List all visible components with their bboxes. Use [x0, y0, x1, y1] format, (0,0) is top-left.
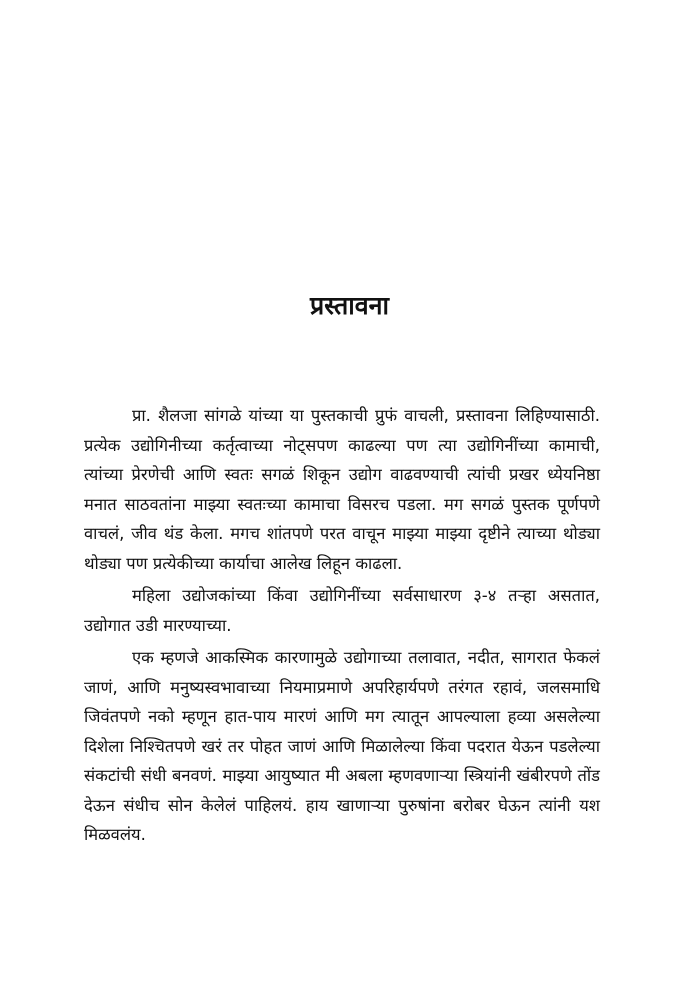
- paragraph-1: प्रा. शैलजा सांगळे यांच्या या पुस्तकाची प्रुफं वाचली, प्रस्तावना लिहिण्यासाठी. प्रत्येक उद्योगिनीच्या कर्तृत्वाच्या नोट्सपण काढल्या पण त्या उद्योगिनींच्या कामाची, त्यांच्या प्रेरणेची आणि स्वतः सगळं शिकून उद्योग वाढवण्याची त्यांची प्रखर ध्येयनिष्ठा मनात साठवतांना माझ्या स्वतःच्या कामाचा विसरच पडला. मग सगळं पुस्तक पूर्णपणे वाचलं, जीव थंड केला. मगच शांतपणे परत वाचून माझ्या माझ्या दृष्टीने त्याच्या थोड्या थोड्या पण प्रत्येकीच्या कार्याचा आलेख लिहून काढला.: [84, 406, 600, 573]
- paragraph-2: महिला उद्योजकांच्या किंवा उद्योगिनींच्या सर्वसाधारण ३-४ तऱ्हा असतात, उद्योगात उडी मारण्याच्या.: [84, 586, 600, 635]
- paragraph-3: एक म्हणजे आकस्मिक कारणामुळे उद्योगाच्या तलावात, नदीत, सागरात फेकलं जाणं, आणि मनुष्यस्वभावाच्या नियमाप्रमाणे अपरिहार्यपणे तरंगत रहावं, जलसमाधि जिवंतपणे नको म्हणून हात-पाय मारणं आणि मग त्यातून आपल्याला हव्या असलेल्या दिशेला निश्चितपणे खरं तर पोहत जाणं आणि मिळालेल्या किंवा पदरात येऊन पडलेल्या संकटांची संधी बनवणं. माझ्या आयुष्यात मी अबला म्हणवणाऱ्या स्त्रियांनी खंबीरपणे तोंड देऊन संधीच सोन केलेलं पाहिलयं. हाय खाणाऱ्या पुरुषांना बरोबर घेऊन त्यांनी यश मिळवलंय.: [84, 648, 600, 844]
- body-text: [84, 401, 600, 853]
- page-title: प्रस्तावना: [310, 291, 389, 320]
